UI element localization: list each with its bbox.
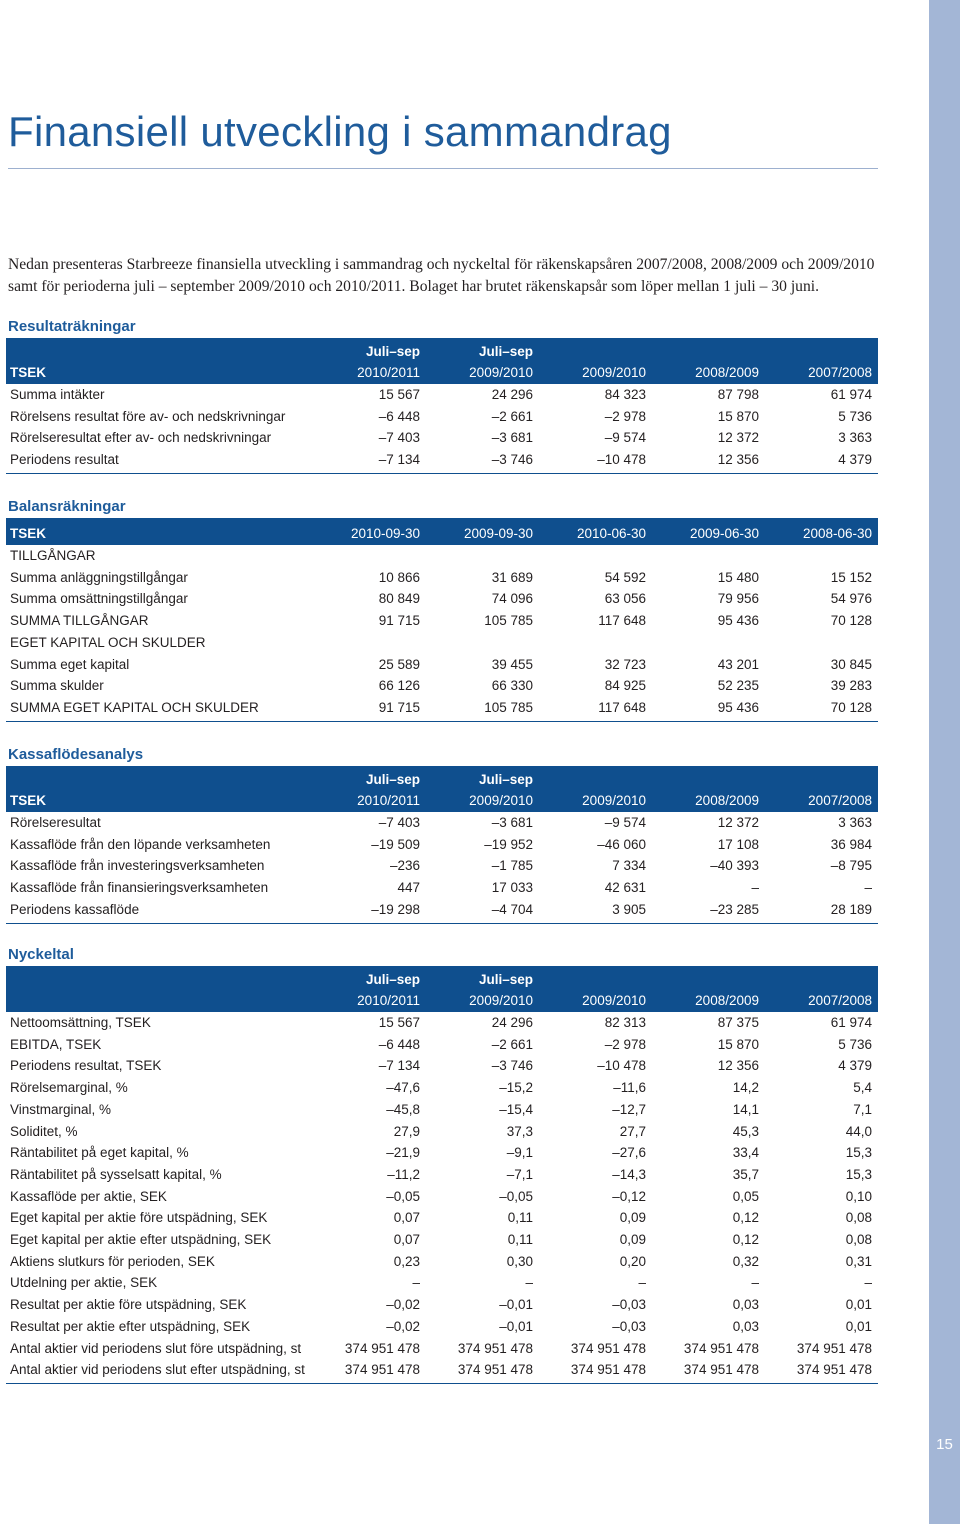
row-value: –9 574: [604, 430, 646, 446]
row-value: 61 974: [830, 387, 872, 402]
row-value: –10 478: [597, 1058, 646, 1074]
intro-paragraph: Nedan presenteras Starbreeze finansiella utveckling i sammandrag och nyckeltal för räkenskapsåren 2007/2008, 2008/2009 och 2009/2010 samt för perioderna juli – september 2009/2010 och 2010/2011. Bolaget har brutet räkenskapsår som löper mellan 1 juli – 30 juni.: [8, 256, 875, 295]
row-value: 82 313: [604, 1015, 646, 1030]
row-value: –2 661: [491, 1036, 533, 1052]
row-value: 374 951 478: [796, 1340, 872, 1356]
row-value: –4 704: [491, 901, 533, 917]
income-col-0-header: 2010/2011: [357, 365, 420, 380]
table-row: [6, 1142, 878, 1164]
row-value: –8 795: [830, 858, 872, 874]
row-label: Soliditet, %: [10, 1123, 78, 1139]
row-value: 15,3: [845, 1145, 872, 1161]
row-label: EGET KAPITAL OCH SKULDER: [10, 634, 206, 650]
row-value: –1 785: [491, 858, 533, 874]
row-value: 10 866: [378, 569, 420, 585]
income-col-4-header: 2007/2008: [808, 365, 872, 380]
row-value: 79 956: [717, 591, 759, 607]
row-value: –: [751, 880, 759, 896]
table-row: [6, 1294, 878, 1316]
row-value: 447: [397, 880, 420, 896]
row-value: –: [525, 1275, 533, 1291]
row-label: Eget kapital per aktie före utspädning, SEK: [10, 1210, 268, 1226]
row-value: 0,12: [732, 1210, 759, 1226]
row-value: 24 296: [491, 387, 533, 402]
row-value: 0,09: [619, 1210, 646, 1226]
row-value: 52 235: [717, 678, 759, 694]
row-value: –0,02: [386, 1297, 420, 1313]
row-value: 374 951 478: [344, 1340, 420, 1356]
income-col-1-header: 2009/2010: [469, 365, 533, 380]
row-value: 70 128: [830, 613, 872, 629]
balance-col-0-header: 2010-09-30: [350, 526, 420, 541]
row-value: –: [864, 880, 872, 896]
row-value: 12 356: [717, 1058, 759, 1074]
row-value: 0,10: [845, 1188, 872, 1204]
row-value: –21,9: [386, 1145, 420, 1161]
row-label: Periodens resultat, TSEK: [10, 1058, 162, 1074]
page-title: Finansiell utveckling i sammandrag: [8, 108, 672, 155]
cashflow-col-1-header: 2009/2010: [469, 793, 533, 808]
balance-col-3-header: 2009-06-30: [689, 526, 759, 541]
row-value: 12 372: [717, 430, 759, 446]
income-col-3-header: 2008/2009: [695, 365, 759, 380]
row-value: –9,1: [506, 1145, 533, 1161]
row-value: –3 746: [491, 452, 533, 468]
row-label: Räntabilitet på eget kapital, %: [10, 1145, 189, 1161]
row-value: 17 033: [491, 880, 533, 896]
row-value: 3 363: [838, 815, 872, 830]
row-value: 5,4: [853, 1080, 872, 1096]
ratios-col-0-period: Juli–sep: [365, 972, 420, 987]
row-value: 14,2: [732, 1080, 759, 1096]
row-value: 35,7: [732, 1166, 759, 1182]
income-table-header: [6, 338, 878, 384]
row-value: 27,9: [393, 1123, 420, 1139]
row-value: 43 201: [717, 656, 759, 672]
row-value: 42 631: [604, 880, 646, 896]
row-value: 0,11: [507, 1232, 533, 1247]
row-value: 37,3: [506, 1123, 533, 1139]
row-value: –7 134: [378, 452, 420, 468]
table-row: [6, 427, 878, 449]
table-row: [6, 384, 878, 406]
title-divider: [8, 168, 878, 169]
table-row: [6, 588, 878, 610]
table-row: [6, 1272, 878, 1294]
row-value: 91 715: [378, 613, 420, 629]
row-value: –0,02: [386, 1318, 420, 1334]
row-value: 36 984: [830, 836, 872, 852]
income-col-2-header: 2009/2010: [582, 365, 646, 380]
table-row: [6, 899, 878, 921]
row-value: 0,31: [845, 1253, 872, 1269]
row-value: 0,20: [619, 1253, 646, 1269]
row-value: 0,07: [393, 1210, 420, 1226]
cashflow-col-0-header: 2010/2011: [357, 793, 420, 808]
row-value: 0,12: [732, 1232, 759, 1247]
row-label: Kassaflöde från investeringsverksamheten: [10, 858, 265, 874]
row-label: Summa omsättningstillgångar: [10, 591, 188, 607]
cashflow-header-label: TSEK: [10, 793, 47, 808]
row-value: 39 455: [491, 656, 533, 672]
cashflow-table-bottom-rule: [6, 923, 878, 924]
row-value: 15 870: [717, 408, 759, 424]
balance-table-header: [6, 518, 878, 545]
balance-table-bottom-rule: [6, 721, 878, 722]
row-value: 0,05: [732, 1188, 759, 1204]
row-value: 66 126: [378, 678, 420, 694]
cashflow-col-2-header: 2009/2010: [582, 793, 646, 808]
row-value: 30 845: [830, 656, 872, 672]
balance-col-2-header: 2010-06-30: [576, 526, 646, 541]
row-label: Utdelning per aktie, SEK: [10, 1275, 158, 1291]
ratios-table-header: [6, 966, 878, 1012]
row-label: Antal aktier vid periodens slut efter utspädning, st: [10, 1362, 305, 1378]
balance-header-label: TSEK: [10, 526, 47, 541]
row-value: 91 715: [378, 699, 420, 715]
row-value: –11,6: [613, 1080, 646, 1096]
row-value: –2 661: [491, 408, 533, 424]
row-value: 374 951 478: [457, 1362, 533, 1378]
cashflow-table-header: [6, 766, 878, 812]
row-label: TILLGÅNGAR: [10, 548, 96, 563]
income-col-1-period: Juli–sep: [478, 344, 533, 359]
row-value: 7,1: [853, 1101, 872, 1117]
row-value: –23 285: [710, 901, 759, 917]
income-col-0-period: Juli–sep: [365, 344, 420, 359]
row-value: 54 976: [830, 591, 872, 607]
row-value: –: [864, 1275, 872, 1291]
row-label: Aktiens slutkurs för perioden, SEK: [10, 1253, 215, 1269]
row-label: Summa skulder: [10, 678, 104, 694]
row-value: –0,12: [612, 1188, 646, 1204]
ratios-table-bottom-rule: [6, 1383, 878, 1384]
row-value: 0,03: [732, 1318, 759, 1334]
row-value: 95 436: [717, 613, 759, 629]
row-value: 0,30: [506, 1253, 533, 1269]
row-value: –46 060: [597, 836, 646, 852]
row-value: –0,03: [612, 1297, 646, 1313]
row-label: Periodens kassaflöde: [10, 901, 140, 917]
row-label: Summa intäkter: [10, 387, 105, 402]
table-row: [6, 610, 878, 632]
row-value: 4 379: [838, 1058, 872, 1074]
row-value: 15 480: [717, 569, 759, 585]
row-label: Kassaflöde från finansieringsverksamheten: [10, 880, 269, 896]
row-value: 80 849: [378, 591, 420, 607]
row-value: –7,1: [506, 1166, 533, 1182]
row-value: 7 334: [612, 858, 646, 874]
row-value: 84 925: [604, 678, 646, 694]
row-value: 32 723: [604, 656, 646, 672]
row-value: 374 951 478: [570, 1340, 646, 1356]
table-row: [6, 1034, 878, 1056]
row-value: 0,01: [845, 1318, 872, 1334]
row-value: –19 509: [371, 836, 420, 852]
row-value: 87 798: [717, 387, 759, 402]
table-row: [6, 855, 878, 877]
table-row: [6, 1012, 878, 1034]
table-row: [6, 1316, 878, 1338]
row-value: 24 296: [491, 1015, 533, 1030]
row-label: Resultat per aktie före utspädning, SEK: [10, 1297, 247, 1313]
row-value: 31 689: [491, 569, 533, 585]
table-row: [6, 449, 878, 471]
page-edge-band: [929, 0, 960, 1524]
row-value: –3 681: [491, 815, 533, 830]
row-value: 95 436: [717, 699, 759, 715]
row-value: 374 951 478: [683, 1340, 759, 1356]
table-row: [6, 654, 878, 676]
row-value: 0,08: [845, 1232, 872, 1247]
row-label: Vinstmarginal, %: [10, 1101, 112, 1117]
row-value: 63 056: [604, 591, 646, 607]
row-value: 12 372: [717, 815, 759, 830]
row-value: 0,23: [393, 1253, 420, 1269]
row-value: 39 283: [830, 678, 872, 694]
row-value: 33,4: [732, 1145, 759, 1161]
row-value: –0,05: [386, 1188, 420, 1204]
table-row: [6, 697, 878, 719]
row-label: EBITDA, TSEK: [10, 1036, 102, 1052]
row-value: 105 785: [484, 613, 533, 629]
ratios-col-1-header: 2009/2010: [469, 993, 533, 1008]
row-value: –45,8: [386, 1101, 420, 1117]
row-label: Summa eget kapital: [10, 656, 130, 672]
row-value: 84 323: [604, 387, 646, 402]
cashflow-col-3-header: 2008/2009: [695, 793, 759, 808]
income-table-bottom-rule: [6, 473, 878, 474]
row-value: –0,01: [499, 1297, 533, 1313]
row-value: –: [412, 1275, 420, 1291]
table-row: [6, 1229, 878, 1251]
row-value: 0,07: [393, 1232, 420, 1247]
row-label: Nettoomsättning, TSEK: [10, 1015, 151, 1030]
ratios-section-title: Nyckeltal: [8, 946, 74, 963]
row-value: 74 096: [491, 591, 533, 607]
row-value: 66 330: [491, 678, 533, 694]
row-label: Rörelsemarginal, %: [10, 1080, 128, 1096]
row-label: Resultat per aktie efter utspädning, SEK: [10, 1318, 251, 1334]
row-value: 14,1: [732, 1101, 759, 1117]
row-value: –9 574: [604, 815, 646, 830]
row-value: 45,3: [732, 1123, 759, 1139]
row-value: 44,0: [845, 1123, 872, 1139]
row-label: SUMMA TILLGÅNGAR: [10, 613, 149, 629]
row-value: 54 592: [604, 569, 646, 585]
row-value: 15 870: [717, 1036, 759, 1052]
table-row: [6, 1207, 878, 1229]
row-value: –0,01: [499, 1318, 533, 1334]
row-label: Eget kapital per aktie efter utspädning, SEK: [10, 1232, 272, 1247]
row-value: 0,08: [845, 1210, 872, 1226]
row-value: –6 448: [378, 1036, 420, 1052]
row-value: 0,09: [619, 1232, 646, 1247]
row-value: 15 152: [830, 569, 872, 585]
row-value: –19 298: [371, 901, 420, 917]
row-value: 5 736: [838, 1036, 872, 1052]
table-row: [6, 1055, 878, 1077]
row-label: Rörelseresultat: [10, 815, 101, 830]
row-label: Rörelsens resultat före av- och nedskrivningar: [10, 408, 286, 424]
row-value: –10 478: [597, 452, 646, 468]
table-row: [6, 812, 878, 834]
row-value: –11,2: [387, 1166, 420, 1182]
table-row: [6, 1164, 878, 1186]
row-label: Räntabilitet på sysselsatt kapital, %: [10, 1166, 222, 1182]
ratios-col-3-header: 2008/2009: [695, 993, 759, 1008]
row-value: 374 951 478: [457, 1340, 533, 1356]
row-value: 4 379: [838, 452, 872, 468]
row-value: –19 952: [484, 836, 533, 852]
table-row: [6, 834, 878, 856]
balance-section-title: Balansräkningar: [8, 498, 126, 515]
table-row: [6, 567, 878, 589]
row-value: 117 648: [598, 699, 646, 715]
row-value: 0,11: [507, 1210, 533, 1226]
row-value: –15,2: [499, 1080, 533, 1096]
row-value: 15 567: [378, 387, 420, 402]
row-value: –: [638, 1275, 646, 1291]
row-value: 5 736: [838, 408, 872, 424]
row-value: 374 951 478: [570, 1362, 646, 1378]
row-value: 3 905: [612, 901, 646, 917]
row-value: –2 978: [604, 1036, 646, 1052]
row-value: 12 356: [717, 452, 759, 468]
row-value: –7 403: [378, 815, 420, 830]
row-value: 105 785: [484, 699, 533, 715]
row-value: 28 189: [830, 901, 872, 917]
row-value: –40 393: [710, 858, 759, 874]
ratios-col-2-header: 2009/2010: [582, 993, 646, 1008]
row-value: 374 951 478: [796, 1362, 872, 1378]
row-label: Periodens resultat: [10, 452, 119, 468]
balance-col-1-header: 2009-09-30: [463, 526, 533, 541]
row-value: –2 978: [604, 408, 646, 424]
row-value: –47,6: [386, 1080, 420, 1096]
row-value: –15,4: [499, 1101, 533, 1117]
row-value: –12,7: [612, 1101, 646, 1117]
ratios-col-4-header: 2007/2008: [808, 993, 872, 1008]
row-value: 0,03: [732, 1297, 759, 1313]
row-value: –7 134: [378, 1058, 420, 1074]
table-row: [6, 1251, 878, 1273]
row-value: 15,3: [845, 1166, 872, 1182]
row-value: 17 108: [717, 836, 759, 852]
table-row: [6, 1359, 878, 1381]
cashflow-col-0-period: Juli–sep: [365, 772, 420, 787]
table-row: [6, 545, 878, 567]
row-value: 61 974: [830, 1015, 872, 1030]
row-value: 374 951 478: [683, 1362, 759, 1378]
row-label: Rörelseresultat efter av- och nedskrivningar: [10, 430, 272, 446]
ratios-col-1-period: Juli–sep: [478, 972, 533, 987]
table-row: [6, 1338, 878, 1360]
row-value: 0,01: [845, 1297, 872, 1313]
cashflow-section-title: Kassaflödesanalys: [8, 746, 144, 763]
row-label: Antal aktier vid periodens slut före utspädning, st: [10, 1340, 302, 1356]
row-value: –: [751, 1275, 759, 1291]
table-row: [6, 1077, 878, 1099]
income-header-label: TSEK: [10, 365, 47, 380]
row-value: 3 363: [838, 430, 872, 446]
ratios-col-0-header: 2010/2011: [357, 993, 420, 1008]
row-value: 70 128: [830, 699, 872, 715]
row-value: 27,7: [619, 1123, 646, 1139]
row-value: –3 746: [491, 1058, 533, 1074]
row-label: Summa anläggningstillgångar: [10, 569, 188, 585]
row-value: 374 951 478: [344, 1362, 420, 1378]
row-value: –7 403: [378, 430, 420, 446]
row-value: –3 681: [491, 430, 533, 446]
row-value: –14,3: [612, 1166, 646, 1182]
income-section-title: Resultaträkningar: [8, 318, 136, 335]
table-row: [6, 1099, 878, 1121]
row-value: –0,03: [612, 1318, 646, 1334]
table-row: [6, 406, 878, 428]
row-label: Kassaflöde från den löpande verksamheten: [10, 836, 271, 852]
cashflow-col-1-period: Juli–sep: [478, 772, 533, 787]
row-value: –0,05: [499, 1188, 533, 1204]
table-row: [6, 1186, 878, 1208]
balance-col-4-header: 2008-06-30: [802, 526, 872, 541]
row-value: 15 567: [378, 1015, 420, 1030]
table-row: [6, 877, 878, 899]
table-row: [6, 675, 878, 697]
row-value: –27,6: [612, 1145, 646, 1161]
row-value: –6 448: [378, 408, 420, 424]
row-value: 25 589: [378, 656, 420, 672]
table-row: [6, 1121, 878, 1143]
row-value: 87 375: [717, 1015, 759, 1030]
page-number: 15: [936, 1436, 953, 1453]
row-label: Kassaflöde per aktie, SEK: [10, 1188, 167, 1204]
row-value: 117 648: [598, 613, 646, 629]
row-label: SUMMA EGET KAPITAL OCH SKULDER: [10, 699, 259, 715]
row-value: –236: [389, 858, 420, 874]
table-row: [6, 632, 878, 654]
cashflow-col-4-header: 2007/2008: [808, 793, 872, 808]
row-value: 0,32: [732, 1253, 759, 1269]
